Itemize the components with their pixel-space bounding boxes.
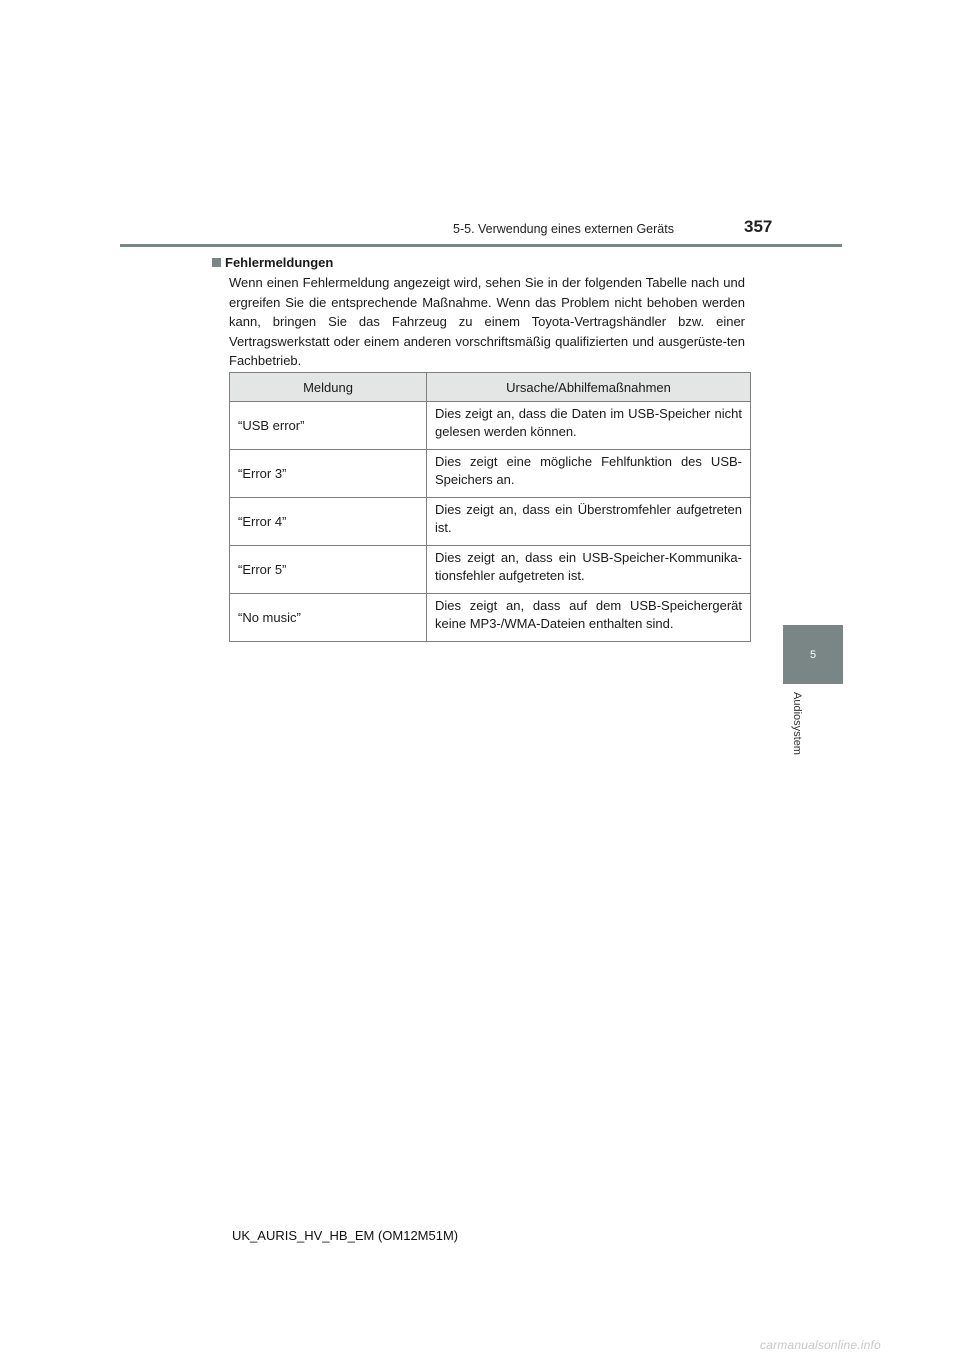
table-row [230,498,751,546]
error-message-table [229,372,751,642]
page-number: 357 [744,217,773,236]
cause-cell: Dies zeigt an, dass ein Überstromfehler aufgetreten ist. [427,498,751,546]
section-title: 5-5. Verwendung eines externen Geräts [453,222,674,236]
header-divider [120,244,842,247]
cause-cell: Dies zeigt an, dass die Daten im USB-Speicher nicht gelesen werden können. [427,402,751,450]
column-header-cause: Ursache/Abhilfemaßnahmen [427,373,751,402]
message-cell: “Error 4” [230,498,427,546]
message-cell: “Error 3” [230,450,427,498]
table-row [230,450,751,498]
message-cell: “No music” [230,594,427,642]
chapter-label: Audiosystem [791,692,803,755]
table-row [230,402,751,450]
chapter-number: 5 [809,648,817,661]
square-bullet-icon [212,258,221,267]
section-heading-text: Fehlermeldungen [225,255,334,270]
table-header-row [230,373,751,402]
table-row [230,546,751,594]
cause-cell: Dies zeigt an, dass ein USB-Speicher-Kommunika-tionsfehler aufgetreten ist. [427,546,751,594]
table-row [230,594,751,642]
cause-cell: Dies zeigt an, dass auf dem USB-Speichergerät keine MP3-/WMA-Dateien enthalten sind. [427,594,751,642]
section-heading [212,255,333,270]
chapter-tab [783,625,843,684]
message-cell: “USB error” [230,402,427,450]
intro-paragraph: Wenn einen Fehlermeldung angezeigt wird, sehen Sie in der folgenden Tabelle nach und ergreifen Sie die entsprechende Maßnahme. Wenn das Problem nicht behoben werden kann, bringen Sie das Fahrzeug zu einem Toyota-Vertragshändler bzw. einer Vertragswerkstatt oder einem anderen vorschriftsmäßig qualifizierten und ausgerüste-ten Fachbetrieb. [229,275,745,369]
column-header-message: Meldung [230,373,427,402]
manual-code: UK_AURIS_HV_HB_EM (OM12M51M) [232,1228,459,1243]
watermark: carmanualsonline.info [760,1338,881,1352]
cause-cell: Dies zeigt eine mögliche Fehlfunktion des USB-Speichers an. [427,450,751,498]
message-cell: “Error 5” [230,546,427,594]
